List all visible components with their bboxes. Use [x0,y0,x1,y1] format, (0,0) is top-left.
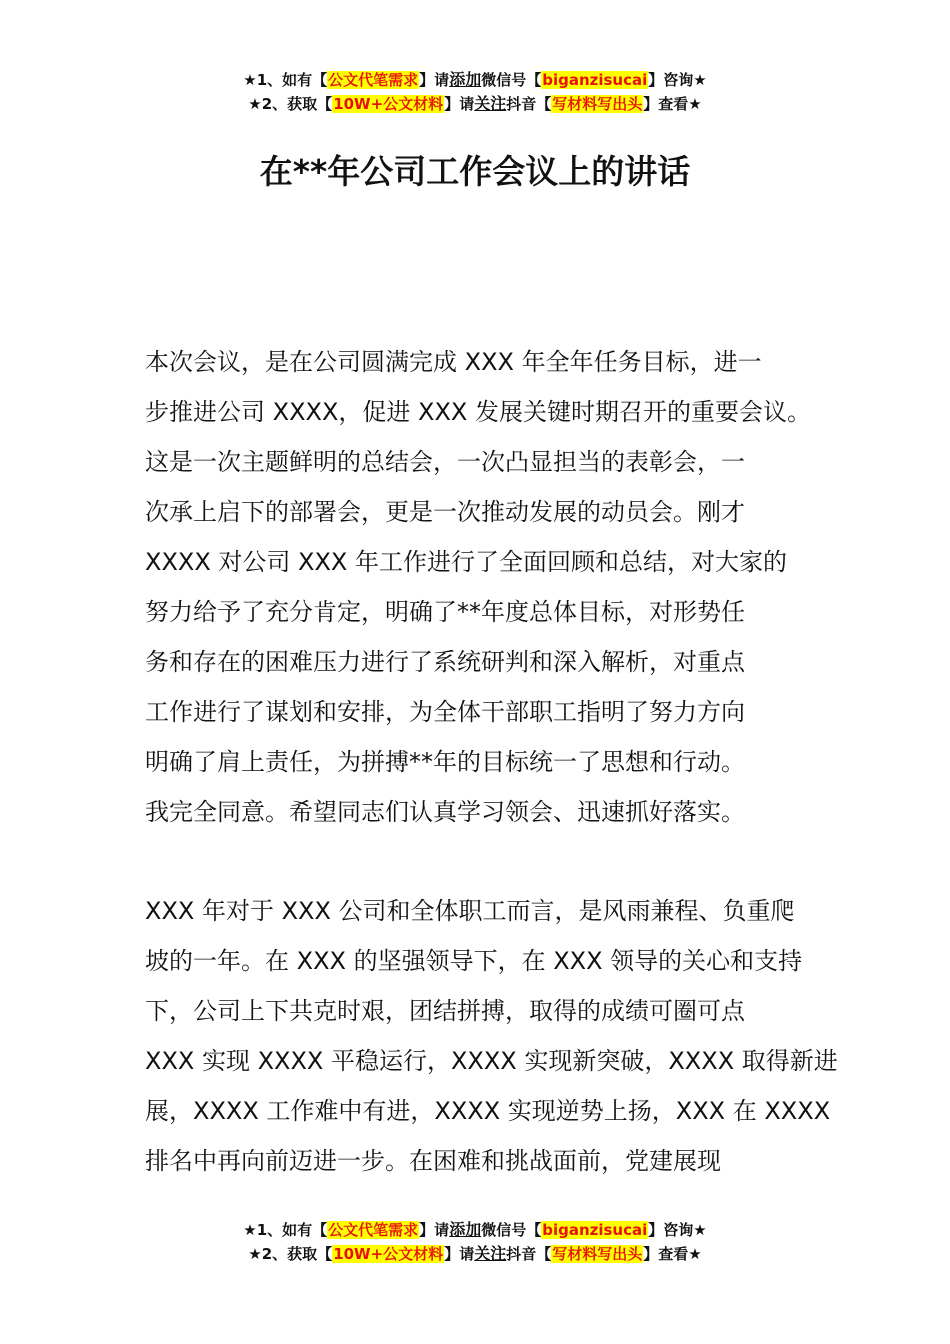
promo-emphasis-follow: 关注 [474,1244,507,1263]
promo-banner-top [0,68,950,116]
promo-emphasis-follow: 关注 [474,94,507,113]
text-line: 排名中再向前迈进一步。在困难和挑战面前，党建展现 [145,1147,721,1175]
promo-highlight-service: 公文代笔需求 [328,1221,419,1239]
promo-wechat-id: biganzisucai [542,71,648,89]
text-line: 次承上启下的部署会，更是一次推动发展的动员会。刚才 [145,498,745,526]
promo-highlight-service: 公文代笔需求 [328,71,419,89]
promo-line-1: ★1、如有【公文代笔需求】请添加微信号【biganzisucai】咨询★ [243,1220,707,1239]
text-line: 明确了肩上责任，为拼搏**年的目标统一了思想和行动。 [145,748,745,776]
text-line: 下，公司上下共克时艰，团结拼搏，取得的成绩可圈可点 [145,997,745,1025]
promo-wechat-id: biganzisucai [542,1221,648,1239]
promo-douyin-account: 写材料写出头 [552,1245,643,1263]
text-line: 展，XXXX 工作难中有进，XXXX 实现逆势上扬，XXX 在 XXXX [145,1097,831,1125]
text-line: 本次会议，是在公司圆满完成 XXX 年全年任务目标，进一 [145,348,762,376]
text-line: 努力给予了充分肯定，明确了**年度总体目标，对形势任 [145,598,745,626]
paragraph-1 [145,337,825,837]
paragraph-2 [145,886,838,1186]
text-line: XXXX 对公司 XXX 年工作进行了全面回顾和总结，对大家的 [145,548,787,576]
promo-highlight-materials: 10W+公文材料 [333,95,444,113]
text-line: 步推进公司 XXXX，促进 XXX 发展关键时期召开的重要会议。 [145,398,811,426]
promo-line-2: ★2、获取【10W+公文材料】请关注抖音【写材料写出头】查看★ [248,94,702,113]
text-line: 这是一次主题鲜明的总结会，一次凸显担当的表彰会，一 [145,448,745,476]
text-line: 坡的一年。在 XXX 的坚强领导下，在 XXX 领导的关心和支持 [145,947,803,975]
promo-banner-bottom [0,1218,950,1266]
promo-line-1: ★1、如有【公文代笔需求】请添加微信号【biganzisucai】咨询★ [243,70,707,89]
promo-emphasis-add: 添加 [449,1220,482,1239]
text-line: XXX 实现 XXXX 平稳运行，XXXX 实现新突破，XXXX 取得新进 [145,1047,838,1075]
document-title: 在**年公司工作会议上的讲话 [259,152,691,191]
text-line: 我完全同意。希望同志们认真学习领会、迅速抓好落实。 [145,798,745,826]
text-line: 务和存在的困难压力进行了系统研判和深入解析，对重点 [145,648,745,676]
text-line: XXX 年对于 XXX 公司和全体职工而言，是风雨兼程、负重爬 [145,897,795,925]
promo-douyin-account: 写材料写出头 [552,95,643,113]
promo-highlight-materials: 10W+公文材料 [333,1245,444,1263]
promo-emphasis-add: 添加 [449,70,482,89]
text-line: 工作进行了谋划和安排，为全体干部职工指明了努力方向 [145,698,745,726]
promo-line-2: ★2、获取【10W+公文材料】请关注抖音【写材料写出头】查看★ [248,1244,702,1263]
